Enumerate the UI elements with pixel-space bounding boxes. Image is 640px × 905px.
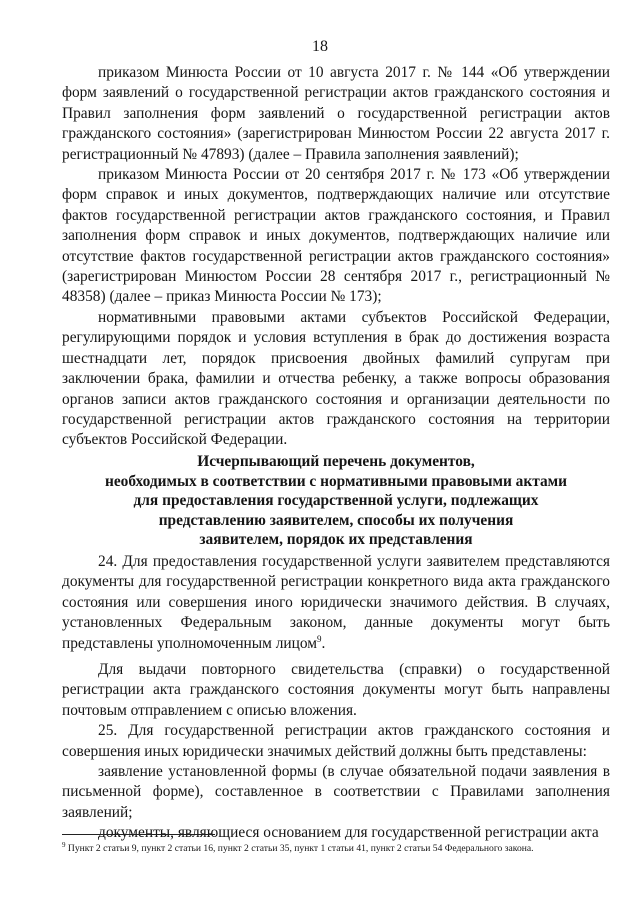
list-item: приказом Минюста России от 20 сентября 2017 г. № 173 «Об утверждении форм справок и иных документов, подтверждающих наличие или отсутствие фактов государственной регистрации актов гражданского состояния, и Правил заполнения форм справок и иных документов, подтверждающих наличие или отсутствие фактов государственной регистрации актов гражданского состояния» (зарегистрирован Минюстом России 28 сентября 2017 г., регистрационный № 48358) (далее – приказ Минюста России № 173);: [62, 166, 610, 306]
footnote-mark: 9: [62, 840, 66, 849]
list-item: нормативными правовыми актами субъектов Российской Федерации, регулирующими порядок и условия вступления в брак до достижения возраста шестнадцати лет, порядок присвоения двойных фамилий супругам при заключении брака, фамилии и отчества ребенку, а также вопросы образования органов записи актов гражданского состояния и организации деятельности по государственной регистрации актов гражданского состояния на территории субъектов Российской Федерации.: [62, 308, 610, 449]
paragraph-24: [62, 552, 610, 654]
section-body: [62, 552, 610, 844]
heading-line: представлению заявителем, способы их получения: [158, 511, 514, 529]
heading-line: необходимых в соответствии с нормативными правовыми актами: [104, 472, 568, 490]
paragraph-25-documents: документы, являющиеся основанием для государственной регистрации акта: [98, 824, 599, 842]
footnote-reference: 9: [317, 633, 322, 644]
heading-line: Исчерпывающий перечень документов,: [197, 453, 475, 470]
footnote-text: Пункт 2 статьи 9, пункт 2 статьи 16, пункт 2 статьи 35, пункт 1 статьи 41, пункт 2 статьи 54 Федерального закона.: [65, 843, 534, 854]
page-number: 18: [312, 38, 328, 55]
paragraph-24-mail: Для выдачи повторного свидетельства (справки) о государственной регистрации акта гражданского состояния документы могут быть направлены почтовым отправлением с описью вложения.: [62, 661, 610, 719]
heading-line: для предоставления государственной услуги, подлежащих: [133, 492, 539, 510]
heading-line: заявителем, порядок их представления: [199, 531, 473, 549]
footnote: [62, 840, 622, 855]
paragraph-25-application: заявление установленной формы (в случае обязательной подачи заявления в письменной форме), составленное в соответствии с Правилами заполнения заявлений;: [62, 763, 610, 821]
paragraph-25: 25. Для государственной регистрации актов гражданского состояния и совершения иных юридически значимых действий должны быть представлены:: [62, 722, 610, 760]
footnote-divider: [62, 834, 215, 835]
paragraph-end: .: [321, 634, 326, 652]
section-heading: [62, 452, 610, 550]
paragraph-text: 24. Для предоставления государственной услуги заявителем представляются документы для государственной регистрации конкретного вида акта гражданского состояния или совершения иного юридически значимого действия. В случаях, установленных Федеральным законом, данные документы могут быть представлены уполномоченным лицом: [62, 553, 610, 652]
list-item: приказом Минюста России от 10 августа 2017 г. № 144 «Об утверждении форм заявлений о государственной регистрации актов гражданского состояния и Правил заполнения форм заявлений о государственной регистрации актов гражданского состояния» (зарегистрирован Минюстом России 22 августа 2017 г. регистрационный № 47893) (далее – Правила заполнения заявлений);: [62, 64, 610, 163]
normative-acts-list: [62, 63, 610, 451]
